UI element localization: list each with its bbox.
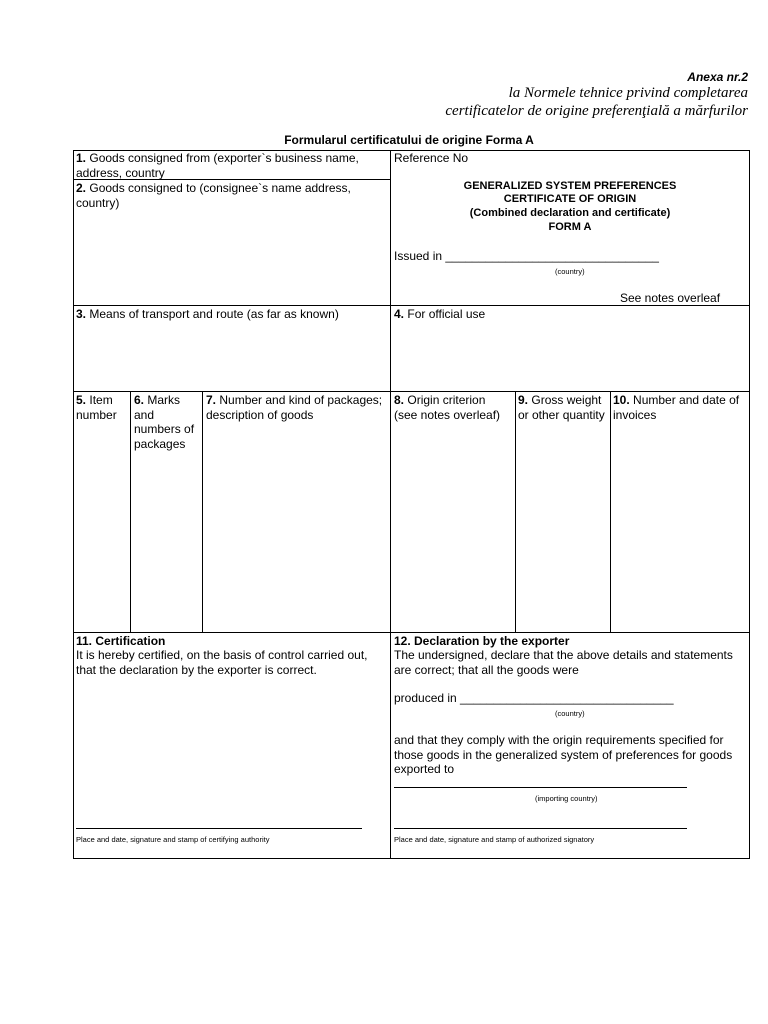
box-11-caption: Place and date, signature and stamp of certifying authority (76, 835, 270, 844)
exported-to-line[interactable] (394, 787, 687, 788)
col-8-number: 8. (394, 393, 405, 407)
col-10-text: Number and date of invoices (613, 393, 740, 422)
produced-in-field[interactable]: produced in ________________________________ (394, 691, 674, 705)
box-2-goods-to (76, 181, 388, 210)
col-5-number: 5. (76, 393, 87, 407)
box-11-text: It is hereby certified, on the basis of control carried out, that the declaration by the exporter is correct. (76, 648, 368, 677)
form-a-title: FORM A (548, 221, 592, 233)
form-title: Formularul certificatului de origine Forma A (284, 133, 534, 147)
row-divider-5 (73, 391, 750, 392)
box-2-text: Goods consigned to (consignee`s name address, country) (76, 181, 351, 210)
box-4-number: 4. (394, 307, 405, 321)
box-11-signature-line[interactable] (76, 828, 362, 829)
table-border-bottom (73, 858, 750, 859)
issued-country-caption: (country) (555, 267, 585, 276)
reference-no-label: Reference No (394, 151, 469, 165)
box-2-number: 2. (76, 181, 87, 195)
importing-country-caption: (importing country) (535, 794, 598, 803)
box-12-signature-line[interactable] (394, 828, 687, 829)
box-4-text: For official use (407, 307, 486, 321)
col-divider-5-6 (130, 391, 131, 633)
table-border-right (749, 150, 750, 859)
col-9-text: Gross weight or other quantity (518, 393, 605, 422)
col-10-invoices (613, 393, 747, 422)
annex-number: Anexa nr.2 (687, 70, 748, 84)
box-1-number: 1. (76, 151, 87, 165)
box-1-goods-from (76, 151, 388, 180)
col-6-number: 6. (134, 393, 145, 407)
certificate-title: CERTIFICATE OF ORIGIN (503, 193, 637, 205)
header-line-2: certificatelor de origine preferenţială a mărfurilor (445, 103, 748, 119)
col-6-text: Marks and numbers of packages (134, 393, 195, 451)
box-11-title: 11. Certification (76, 634, 166, 648)
box-12-caption: Place and date, signature and stamp of authorized signatory (394, 835, 595, 844)
box-1-text: Goods consigned from (exporter`s business name, address, country (76, 151, 359, 180)
issued-in-field[interactable]: Issued in ________________________________ (394, 249, 659, 263)
col-9-gross-weight (518, 393, 608, 422)
col-divider-9-10 (610, 391, 611, 633)
col-6-marks (134, 393, 200, 451)
gsp-title: GENERALIZED SYSTEM PREFERENCES (463, 180, 677, 192)
produced-country-caption: (country) (555, 709, 585, 718)
col-divider-8-9 (515, 391, 516, 633)
combined-declaration-title: (Combined declaration and certificate) (469, 207, 671, 219)
col-7-packages (206, 393, 388, 422)
col-5-item-number (76, 393, 128, 422)
box-12-text: The undersigned, declare that the above details and statements are correct; that all the goods were (394, 648, 733, 677)
col-divider-6-7 (202, 391, 203, 633)
box-4-official-use (394, 307, 744, 322)
box-3-number: 3. (76, 307, 87, 321)
col-5-text: Item number (76, 393, 117, 422)
col-9-number: 9. (518, 393, 529, 407)
col-8-text: Origin criterion (see notes overleaf) (394, 393, 501, 422)
box-3-transport (76, 307, 388, 322)
col-10-number: 10. (613, 393, 630, 407)
col-8-origin-criterion (394, 393, 512, 422)
table-border-left (73, 150, 74, 859)
col-7-number: 7. (206, 393, 217, 407)
see-notes-overleaf: See notes overleaf (620, 291, 721, 305)
box-12-title: 12. Declaration by the exporter (394, 634, 570, 648)
row-divider-11 (73, 632, 750, 633)
box-3-text: Means of transport and route (as far as known) (89, 307, 339, 321)
col-7-text: Number and kind of packages; description of goods (206, 393, 383, 422)
table-divider-center (390, 150, 391, 859)
header-line-1: la Normele tehnice privind completarea (508, 85, 748, 101)
box-12-text-2: and that they comply with the origin requirements specified for those goods in the generalized system of preferences for goods exported to (394, 733, 733, 776)
